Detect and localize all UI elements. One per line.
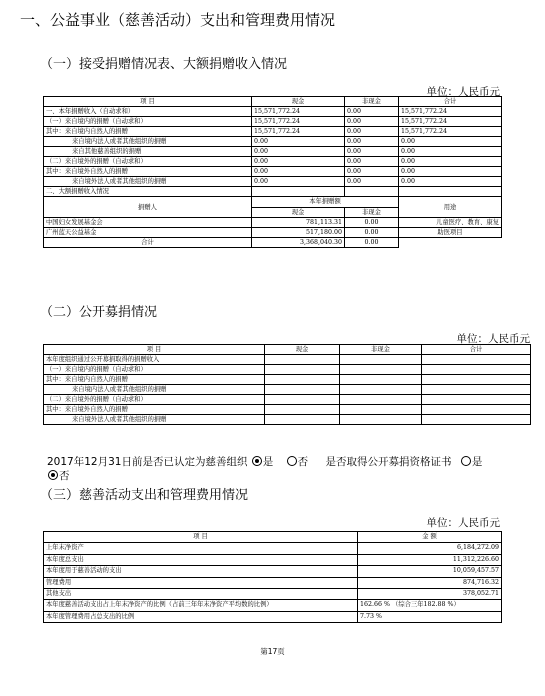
total-cell: 0.00 <box>399 137 502 147</box>
table-row <box>44 167 502 177</box>
row-label: 其中：来自境内自然人的捐赠 <box>44 127 252 137</box>
col-header-item: 项 目 <box>44 97 252 107</box>
table-row <box>44 107 502 117</box>
table-row <box>44 177 502 187</box>
donor-noncash: 0.00 <box>345 218 399 228</box>
q2-no-label: 否 <box>59 470 70 482</box>
donor-name: 广州蓝天公益基金 <box>44 228 252 238</box>
sec1-title: （一）接受捐赠情况表、大额捐赠收入情况 <box>40 57 288 72</box>
table-row <box>44 375 531 385</box>
total-cell: 0.00 <box>399 167 502 177</box>
row-label: 来自其他慈善组织的捐赠 <box>44 147 252 157</box>
col-header-cash: 现金 <box>252 97 345 107</box>
row-label: 其中：来自境外自然人的捐赠 <box>44 405 265 415</box>
table-row <box>44 355 531 365</box>
donor-name: 中国妇女发展基金会 <box>44 218 252 228</box>
noncash-cell: 0.00 <box>345 177 399 187</box>
noncash-cell: 0.00 <box>345 157 399 167</box>
donor-cash: 781,113.31 <box>252 218 345 228</box>
amount-header: 本年捐赠额 <box>252 197 399 208</box>
cash-cell: 0.00 <box>252 177 345 187</box>
amount-cell: 7.73 % <box>358 611 502 622</box>
sum-label: 合计 <box>44 238 252 248</box>
table-row <box>44 147 502 157</box>
row-label: 其中：来自境内自然人的捐赠 <box>44 375 265 385</box>
col-header-total: 合计 <box>422 345 531 355</box>
sec2-unit: 单位：人民币元 <box>456 333 530 345</box>
expense-table <box>43 531 502 623</box>
table-row <box>44 365 531 375</box>
total-cell: 15,571,772.24 <box>399 117 502 127</box>
q2-no-radio[interactable] <box>48 470 58 480</box>
public-fundraising-table <box>43 344 531 425</box>
table-header-row <box>44 345 531 355</box>
amount-cell: 11,312,226.60 <box>358 554 502 565</box>
table-header-row <box>44 532 502 543</box>
q2-yes-radio[interactable] <box>461 456 471 466</box>
table-row <box>44 589 502 600</box>
donor-row <box>44 228 502 238</box>
sec3-title: （三）慈善活动支出和管理费用情况 <box>40 488 249 503</box>
noncash-cell: 0.00 <box>345 137 399 147</box>
row-label: 本年度总支出 <box>44 554 358 565</box>
row-label: 一、本年捐赠收入（自动求和） <box>44 107 252 117</box>
donor-cash-header: 现金 <box>252 207 345 218</box>
table-row <box>44 137 502 147</box>
q2-no-line <box>47 468 70 483</box>
cash-cell: 15,571,772.24 <box>252 127 345 137</box>
row-label: 本年度慈善活动支出占上年末净资产的比例（占前三年年末净资产平均数的比例） <box>44 600 358 611</box>
donor-header-row <box>44 197 502 208</box>
q1-text: 2017年12月31日前是否已认定为慈善组织 <box>47 456 248 468</box>
row-label: 来自境内法人或者其他组织的捐赠 <box>44 137 252 147</box>
large-donation-title: 二、大额捐赠收入情况 <box>44 187 252 197</box>
table-row <box>44 577 502 588</box>
amount-cell: 378,052.71 <box>358 589 502 600</box>
cash-cell: 15,571,772.24 <box>252 117 345 127</box>
table-row <box>44 395 531 405</box>
cash-cell: 0.00 <box>252 157 345 167</box>
total-cell: 0.00 <box>399 177 502 187</box>
sec1-unit: 单位：人民币元 <box>426 86 500 98</box>
q2-yes-label: 是 <box>471 456 483 468</box>
table-row <box>44 385 531 395</box>
noncash-cell: 0.00 <box>345 167 399 177</box>
col-header-cash: 现金 <box>265 345 340 355</box>
donor-purpose: 儿童医疗、教育、康复 <box>399 218 502 228</box>
table-row <box>44 405 531 415</box>
amount-cell: 6,184,272.09 <box>358 543 502 554</box>
table-row <box>44 566 502 577</box>
col-header-item: 项 目 <box>44 345 265 355</box>
section-title: 一、公益事业（慈善活动）支出和管理费用情况 <box>20 11 336 29</box>
row-label: 管理费用 <box>44 577 358 588</box>
noncash-cell: 0.00 <box>345 107 399 117</box>
charity-status-line <box>47 454 482 469</box>
donor-cash: 517,180.00 <box>252 228 345 238</box>
donor-noncash: 0.00 <box>345 228 399 238</box>
table-row <box>44 415 531 425</box>
q1-yes-label: 是 <box>262 456 274 468</box>
row-label: 本年度用于慈善活动的支出 <box>44 566 358 577</box>
donor-purpose: 助医项目 <box>399 228 502 238</box>
col-header-item: 项 目 <box>44 532 358 543</box>
total-cell: 15,571,772.24 <box>399 107 502 117</box>
noncash-cell: 0.00 <box>345 117 399 127</box>
q1-no-radio[interactable] <box>287 456 297 466</box>
row-label: 来自境内法人或者其他组织的捐赠 <box>44 385 265 395</box>
total-cell: 15,571,772.24 <box>399 127 502 137</box>
cash-cell: 0.00 <box>252 137 345 147</box>
donor-row <box>44 218 502 228</box>
table-row <box>44 611 502 622</box>
noncash-cell: 0.00 <box>345 147 399 157</box>
amount-cell: 10,059,457.57 <box>358 566 502 577</box>
row-label: 来自境外法人或者其他组织的捐赠 <box>44 415 265 425</box>
sum-cash: 3,368,040.30 <box>252 238 345 248</box>
table-header-row <box>44 97 502 107</box>
table-row <box>44 543 502 554</box>
sec3-unit: 单位：人民币元 <box>426 517 500 529</box>
q1-no-label: 否 <box>297 456 309 468</box>
table-row <box>44 117 502 127</box>
table-row <box>44 600 502 611</box>
col-header-total: 合计 <box>399 97 502 107</box>
donor-header: 捐赠人 <box>44 197 252 218</box>
table-row <box>44 157 502 167</box>
row-label: 来自境外法人或者其他组织的捐赠 <box>44 177 252 187</box>
amount-cell: 874,716.32 <box>358 577 502 588</box>
donation-table <box>43 96 502 248</box>
amount-cell: 162.66 % （综合三年182.88 %） <box>358 600 502 611</box>
donor-sum-row <box>44 238 502 248</box>
q2-text: 是否取得公开募捐资格证书 <box>325 456 452 468</box>
sec2-title: （二）公开募捐情况 <box>40 305 158 320</box>
cash-cell: 15,571,772.24 <box>252 107 345 117</box>
col-header-noncash: 非现金 <box>345 97 399 107</box>
row-label: （一）来自境内的捐赠（自动求和） <box>44 117 252 127</box>
table-row <box>44 554 502 565</box>
col-header-noncash: 非现金 <box>340 345 422 355</box>
q1-yes-radio[interactable] <box>252 456 262 466</box>
cash-cell: 0.00 <box>252 147 345 157</box>
row-label: 其他支出 <box>44 589 358 600</box>
row-label: （二）来自境外的捐赠（自动求和） <box>44 157 252 167</box>
row-label: 上年末净资产 <box>44 543 358 554</box>
total-cell: 0.00 <box>399 157 502 167</box>
total-cell: 0.00 <box>399 147 502 157</box>
row-label: （二）来自境外的捐赠（自动求和） <box>44 395 265 405</box>
page-number: 第17页 <box>260 647 285 656</box>
row-label: 本年度管理费用占总支出的比例 <box>44 611 358 622</box>
large-donation-title-row <box>44 187 502 197</box>
donor-noncash-header: 非现金 <box>345 207 399 218</box>
table-row <box>44 127 502 137</box>
row-label: 本年度组织通过公开募捐取得的捐赠收入 <box>44 355 265 365</box>
sum-noncash: 0.00 <box>345 238 399 248</box>
row-label: 其中：来自境外自然人的捐赠 <box>44 167 252 177</box>
purpose-header: 用途 <box>399 197 502 218</box>
row-label: （一）来自境内的捐赠（自动求和） <box>44 365 265 375</box>
col-header-amount: 金 额 <box>358 532 502 543</box>
cash-cell: 0.00 <box>252 167 345 177</box>
noncash-cell: 0.00 <box>345 127 399 137</box>
